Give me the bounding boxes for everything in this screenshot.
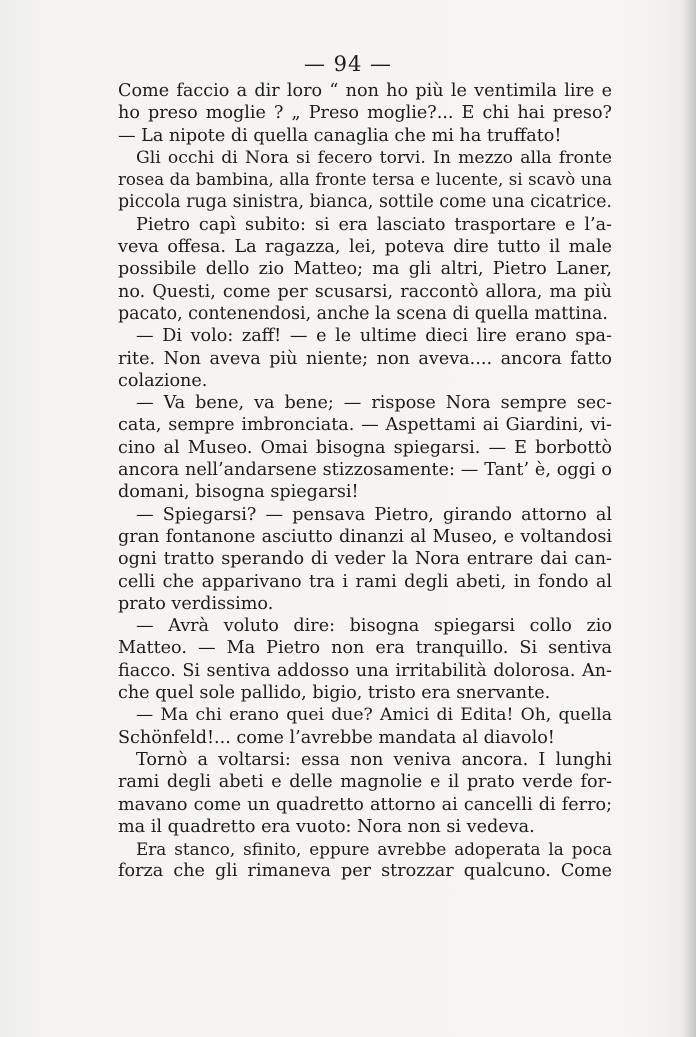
text-line: — La nipote di quella canaglia che mi ha truffato! (118, 125, 562, 146)
text-line: ancora nell’andarsene stizzosamente: — Tant’ è, oggi o (118, 460, 612, 481)
text-line: ogni tratto sperando di veder la Nora entrare dai can- (118, 549, 612, 570)
text-line: che quel sole pallido, bigio, tristo era snervante. (118, 683, 551, 704)
text-line: ma il quadretto era vuoto: Nora non si vedeva. (118, 816, 535, 837)
text-line: mavano come un quadretto attorno ai cancelli di ferro; (118, 794, 612, 815)
text-line: — Avrà voluto dire: bisogna spiegarsi collo zio (136, 616, 612, 637)
text-line: — Ma chi erano quei due? Amici di Edita! Oh, quella (136, 705, 612, 726)
text-line: cino al Museo. Omai bisogna spiegarsi. — E borbottò (118, 437, 612, 458)
text-line: rosea da bambina, alla fronte tersa e lucente, si scavò una (118, 170, 612, 190)
text-line: cata, sempre imbronciata. — Aspettami ai Giardini, vi- (118, 415, 612, 436)
text-line: veva offesa. La ragazza, lei, poteva dire tutto il male (118, 237, 612, 258)
text-line: prato verdissimo. (118, 593, 274, 614)
text-line: no. Questi, come per scusarsi, raccontò allora, ma più (118, 281, 612, 302)
text-line: piccola ruga sinistra, bianca, sottile come una cicatrice. (118, 192, 612, 213)
text-line: Tornò a voltarsi: essa non veniva ancora. I lunghi (136, 749, 612, 770)
page-edge-shadow (682, 0, 696, 1037)
text-line: — Va bene, va bene; — rispose Nora sempre sec- (136, 393, 612, 414)
page-number: — 94 — (303, 52, 393, 76)
text-line: forza che gli rimaneva per strozzar qualcuno. Come (118, 861, 612, 882)
text-line: Schönfeld!... come l’avrebbe mandata al diavolo! (118, 727, 555, 748)
text-line: pacato, contenendosi, anche la scena di quella mattina. (118, 303, 608, 324)
text-line: Matteo. — Ma Pietro non era tranquillo. Si sentiva (118, 638, 612, 659)
text-line: — Spiegarsi? — pensava Pietro, girando attorno al (136, 504, 612, 525)
text-line: fiacco. Si sentiva addosso una irritabilità dolorosa. An- (118, 660, 612, 681)
text-line: ho preso moglie ? „ Preso moglie?... E chi hai preso? (118, 103, 612, 124)
text-line: Come faccio a dir loro “ non ho più le ventimila lire e (118, 81, 612, 101)
text-line: rami degli abeti e delle magnolie e il prato verde for- (118, 772, 612, 793)
text-line: Pietro capì subito: si era lasciato trasportare e l’a- (136, 214, 612, 235)
text-line: — Di volo: zaff! — e le ultime dieci lire erano spa- (136, 326, 612, 347)
text-line: Gli occhi di Nora si fecero torvi. In mezzo alla fronte (136, 147, 612, 168)
text-line: gran fontanone asciutto dinanzi al Museo, e voltandosi (118, 526, 612, 547)
text-line: colazione. (118, 370, 208, 391)
text-line: domani, bisogna spiegarsi! (118, 482, 359, 503)
text-line: rite. Non aveva più niente; non aveva.... ancora fatto (118, 348, 612, 369)
text-line: Era stanco, sfinito, eppure avrebbe adoperata la poca (136, 839, 612, 860)
text-line: possibile dello zio Matteo; ma gli altri, Pietro Laner, (118, 259, 612, 280)
body-text (118, 80, 612, 883)
text-line: celli che apparivano tra i rami degli abeti, in fondo al (118, 571, 612, 592)
